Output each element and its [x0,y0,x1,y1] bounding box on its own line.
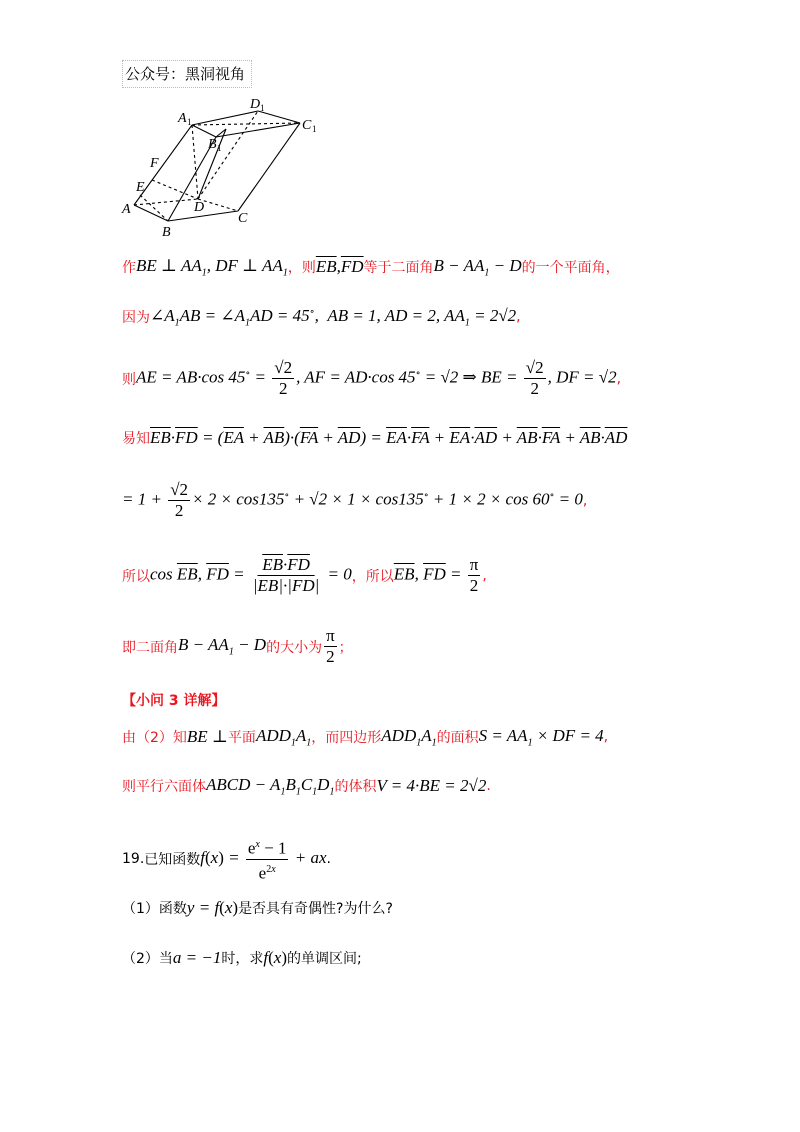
svg-text:1: 1 [217,143,222,153]
label-c1: C [302,118,312,133]
label-a: A [122,202,131,217]
watermark-header: 公众号：黑洞视角 [122,60,252,88]
formula-dot-product-value: = 1 + $\frac{√2}{2}$ × 2 × cos135∘ + √2 × 1 × cos135∘ + 1 × 2 × cos 60∘ = 0 [122,480,583,520]
solution-line-1: 作 BE ⊥ $AA_1$, DF ⊥ $AA_1$ ，则 $\overline{EB},\overline{FD}$ 等于二面角 $B - AA_1 - D$ 的一个平面角， [122,256,620,279]
formula-solid-name: ABCD − $A_1B_1C_1D_1$ [206,775,335,798]
formula-area: $S = AA_1$ × DF = 4 [478,726,604,749]
problem-19: 19. 已知函数 f(x) = $\frac{e^x - 1}{e^{2x}}$ + ax . [122,835,331,883]
formula-cosine: $\cos \overline{EB}$, $\overline{FD}$ = $\frac{\overline{EB}\cdot\overline{FD}}{|\overline{EB}|\cdot|\overline{FD}|}$ = 0 [150,555,352,595]
solution-line-4: 易知 $\overline{EB}\cdot\overline{FD} = (\overline{EA} + \overline{AB})\cdot(\overline{FA} + \overline{AD}) = \overline{EA}\cdot\overline{FA} + \overline{EA}\cdot\overline{AD} + \overline{AB}\cdot\overline{FA} + \overline{AB}\cdot\overline{AD}$ [122,428,628,447]
svg-text:1: 1 [260,103,265,113]
problem-19-part-2: （2）当 a = −1 时，求 f(x) 的单调区间; [122,948,362,967]
label-d: D [194,200,205,215]
solution-line-9: 则平行六面体 ABCD − $A_1B_1C_1D_1$ 的体积 V = 4·BE = 2√2 . [122,775,491,798]
formula-dihedral-angle: $B - AA_1 - D$ [433,256,522,279]
formula-dihedral-angle-2: $B - AA_1 - D$ [178,635,267,658]
label-f: F [150,156,159,171]
section-heading-q3: 【小问 3 详解】 [122,693,226,709]
problem-19-part-1: （1）函数 y = f(x) 是否具有奇偶性?为什么? [122,898,393,917]
formula-function-definition: f(x) = $\frac{e^x - 1}{e^{2x}}$ + ax [200,835,326,883]
formula-lengths: AE = AB·cos 45∘ = $\frac{√2}{2}$ , AF = AD·cos 45∘ = √2 ⇒ BE = $\frac{√2}{2}$ , DF = √2 [136,358,617,398]
label-b: B [162,225,171,240]
svg-text:1: 1 [187,117,192,127]
formula-angle-result: $\overline{EB}$, $\overline{FD}$ = $\frac{\pi}{2}$ [393,555,479,595]
solution-line-6: 所以 $\cos \overline{EB}$, $\overline{FD}$ = $\frac{\overline{EB}\cdot\overline{FD}}{|\overline{EB}|\cdot|\overline{FD}|}$ = 0 ，所以 $\overline{EB}$, $\overline{FD}$ = $\frac{\pi}{2}$ , [122,555,487,595]
formula-perpendiculars: BE ⊥ $AA_1$, DF ⊥ $AA_1$ [136,256,288,279]
solution-line-2: 因为 $\angle A_1AB$ = $\angle A_1AD = 45^\circ$, AB = 1, AD = 2, $AA_1 = 2√2$ , [122,306,521,329]
label-b1: B [208,137,217,152]
label-d1: D [250,97,261,112]
label-c: C [238,211,248,226]
label-a1: A [178,111,187,126]
solution-line-7: 即二面角 $B - AA_1 - D$ 的大小为 $\frac{\pi}{2}$ ； [122,626,353,666]
formula-dot-product-expand: $\overline{EB}\cdot\overline{FD} = (\overline{EA} + \overline{AB})\cdot(\overline{FA} + \overline{AD}) = \overline{EA}\cdot\overline{FA} + \overline{EA}\cdot\overline{AD} + \overline{AB}\cdot\overline{FA} + \overline{AB}\cdot\overline{AD}$ [150,428,628,447]
formula-given-angles: $\angle A_1AB$ = $\angle A_1AD = 45^\circ$, AB = 1, AD = 2, $AA_1 = 2√2$ [150,306,517,329]
formula-vector-pair: $\overline{EB},\overline{FD}$ [315,257,364,277]
parallelepiped-figure [118,95,318,240]
formula-volume: V = 4·BE = 2√2 [376,776,487,796]
solution-line-8: 由（2）知 BE ⊥ 平面 $ADD_1A_1$ ，而四边形 $ADD_1A_1$ 的面积 $S = AA_1$ × DF = 4 , [122,726,609,749]
solution-line-3: 则 AE = AB·cos 45∘ = $\frac{√2}{2}$ , AF = AD·cos 45∘ = √2 ⇒ BE = $\frac{√2}{2}$ , DF = √2 , [122,358,622,398]
svg-text:1: 1 [312,124,317,134]
label-e: E [136,180,145,195]
solution-line-5: = 1 + $\frac{√2}{2}$ × 2 × cos135∘ + √2 × 1 × cos135∘ + 1 × 2 × cos 60∘ = 0 , [122,480,588,520]
